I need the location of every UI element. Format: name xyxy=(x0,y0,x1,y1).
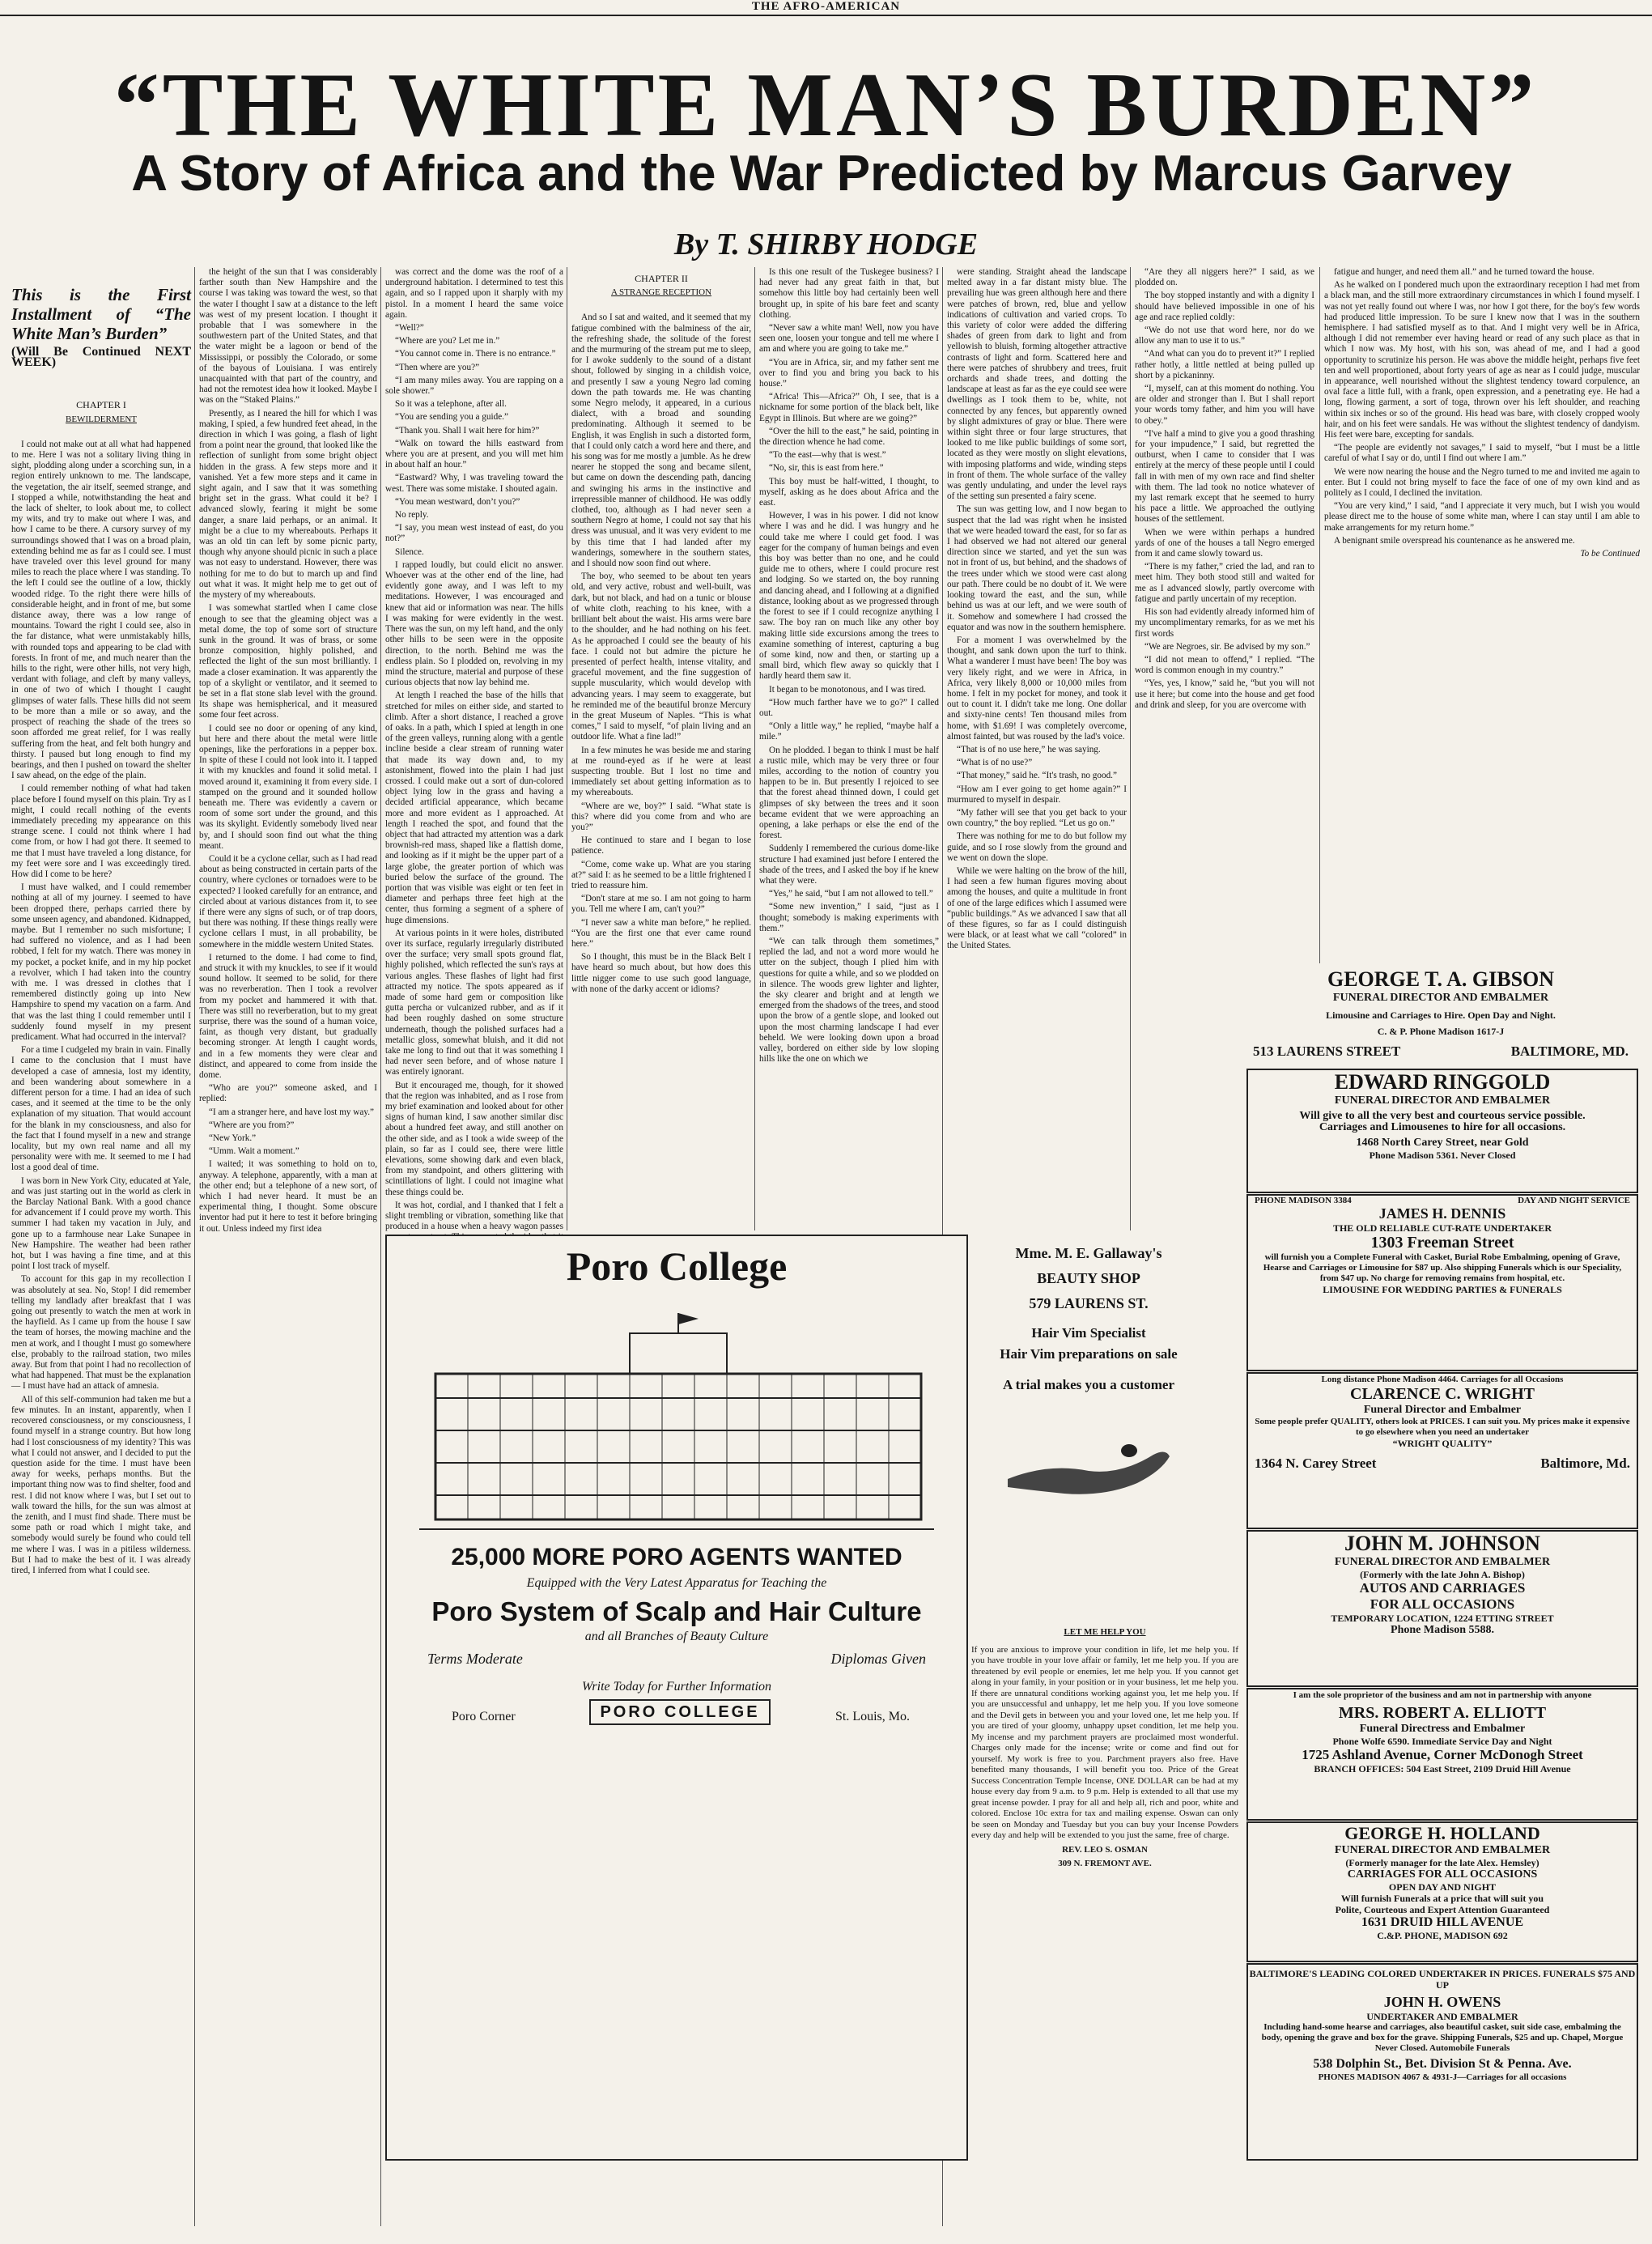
continued-note: (Will Be Continued NEXT WEEK) xyxy=(11,345,191,370)
paragraph: “No, sir, this is east from here.” xyxy=(769,463,884,474)
subhead: A Story of Africa and the War Predicted by Marcus Garvey xyxy=(131,146,1512,202)
paragraph: Is this one result of the Tuskegee business? I had never had any great faith in that, but somehow this little boy had certainly been well brought up, in spite of his bare feet and scanty clothing. xyxy=(759,267,939,320)
paragraph: I returned to the dome. I had come to find, and struck it with my knuckles, to see if it would sound hollow. It seemed to be solid, for there was no reverberation. Then I took a revolver from my pocket and hammered it with that. There was still no reverberation, but to my great surprise, there was the sound of a human voice, faint, as though very distant, but gradually becoming stronger. At length I caught words, and in a few moments they were clear and distinct, and appeared to come from inside the dome. xyxy=(199,952,377,1081)
paragraph: “Well?” xyxy=(395,323,424,334)
ad-line: Carriages and Limousenes to hire for all occasions. xyxy=(1319,1121,1566,1133)
hand-icon xyxy=(1000,1406,1178,1503)
paragraph: I could not make out at all what had happened to me. Here I was not a solitary living thing in sight, plodding along under a scorching sun, in a region entirely unknown to me. The landscape, the vegetation, the air itself, seemed strange, and I stopped a while, notwithstanding the heat and the lack of shelter, to look about me, to collect my wits, and try to make out where I was, and how I came to be there. A cursory survey of my surroundings showed that I was on a broad plain, extending behind me as far as I could see. I must have traveled over this level ground for many miles to reach the place where I was standing. To the left I could see the outline of a low, thickly wooded ridge. To the right there were hills of considerable height, and in front of me, but some distance away, there was a low range of mountains. Toward the right I could see, also in the far distance, what were unmistakably hills, with rounded tops and appearing to be clad with forests. In front of me, and much nearer than the hills to the right, were other hills, not very high, verdant with foliage, and cleft by many valleys, in one of two of which I thought I caught glimpses of water falls. These hills did not seem to be more than a mile or so away, and the prospect of reaching the shade of the trees so soon afforded me great relief, for I was really suffering from the heat, and felt both hungry and thirsty. I paused but long enough to find my bearings, and then I pushed on toward the shelter I saw ahead, on the edge of the plain. xyxy=(11,439,191,781)
paragraph: A benignant smile overspread his countenance as he answered me. xyxy=(1334,535,1575,546)
ad-line: “WRIGHT QUALITY” xyxy=(1392,1438,1493,1449)
paragraph: And so I sat and waited, and it seemed that my fatigue combined with the balminess of the air, the refreshing shade, the solitude of the forest and the murmuring of the stream put me to sleep, for I awoke suddenly to the sound of a distant shout, followed by singing in a childish voice, and presently I saw a young Negro lad coming down the path towards me. He was chanting some Negro melody, it appeared, in a curious dialect, with a broad and sounding predominating. Although it seemed to be English, it was English in such a distorted form, that I could only catch a word here and there, and his song was for me mostly a jumble. As he drew nearer he stopped the song and became silent, but came on down the descending path, dancing and swinging his arms in the instinctive and irrepressible manner of childhood. He was oddly clothed, too, although as I had never seen a southern Negro at home, I could not say that his dress was unusual, and it was very evident to me by this time that I had landed after my wanderings, somewhere in the southern states, and I should now soon find out where. xyxy=(571,312,751,569)
paragraph: “And what can you do to prevent it?” I replied rather hotly, a little nettled at being pulled up short by a pickaninny. xyxy=(1135,349,1314,380)
paragraph: “To the east—why that is west.” xyxy=(769,450,886,461)
column-rule xyxy=(194,267,195,2226)
ad-name: CLARENCE C. WRIGHT xyxy=(1350,1385,1535,1403)
paragraph: As he walked on I pondered much upon the extraordinary reception I had met from a black man, and the still more extraordinary circumstances in which I found myself. I was not yet really found out where I was, nor how I got there, for the boy's few words had produced little impression. To be sure I knew now that I was in the southern hemisphere. I had satisfied myself as to that. And I might very well be in Africa, although I did not remember ever having heard or read of any such place as that in which I now was. My host, with his son, was ahead of me, and I had a good opportunity to scrutinize his person. He was above the middle height, perhaps five feet ten and well proportioned, about forty years of age as near as I could judge, muscular in appearance, well nourished without the slightest tendency toward corpulence, an oval face a little full, with a frank, open expression, and a penetrating eye. He had a long, flowing garment, a sort of toga, thrown over his left shoulder, and reaching within six inches or so of the ground. His head was bare, with closely cropped wooly hair, and on his feet were sandals. He was without the slightest tendency of dandyism. His feet were bare, excepting for sandals. xyxy=(1324,280,1640,440)
paragraph: “Then where are you?” xyxy=(395,362,480,372)
ad-line: BRANCH OFFICES: 504 East Street, 2109 Druid Hill Avenue xyxy=(1314,1763,1571,1774)
paragraph: “I've half a mind to give you a good thrashing for your impudence,” I said, but regretted the outburst, when I came to consider that I was entirely at the mercy of these people until I could fall in with men of my own race and find shelter with them. The lad took no notice whatever of my last remark except that he seemed to hurry his pace a little. We approached the outlying houses of the settlement. xyxy=(1135,428,1314,525)
poro-logo: PORO COLLEGE xyxy=(589,1699,771,1725)
paragraph: “Where are you from?” xyxy=(209,1120,295,1130)
paragraph: In a few minutes he was beside me and staring at me round-eyed as if he were at least suspecting trouble. But I lost no time and immediately set about getting information as to my whereabouts. xyxy=(571,745,751,798)
paragraph: “Who are you?” someone asked, and I replied: xyxy=(199,1083,377,1104)
paragraph: “New York.” xyxy=(209,1133,257,1144)
ad-line: Funeral Director and Embalmer xyxy=(1363,1404,1522,1416)
ad-line: (Formerly with the late John A. Bishop) xyxy=(1360,1569,1525,1580)
paragraph: “Where are you? Let me in.” xyxy=(395,336,500,346)
paragraph: “Some new invention,” I said, “just as I thought; somebody is making experiments with them.” xyxy=(759,902,939,933)
let-me-help-title: LET ME HELP YOU xyxy=(1064,1627,1146,1637)
paragraph: I must have walked, and I could remember nothing at all of my journey. I seemed to have been dropped there, perhaps carried there by some unseen agency, and abandoned. Kidnapped, maybe. But I remember no such misfortune; I had suffered no violence, and as I had been robbed, I felt for my watch. There was money in my pocket, a pocket knife, and in my hip pocket a revolver, which I had taken into the country with me. I was dressed in clothes that I remembered distinctly going up into New Hampshire to spend my vacation on a farm. And that was the last thing I could remember until I suddenly found myself in my present predicament. What had occurred in the interval? xyxy=(11,882,191,1042)
ad-phone: PHONE MADISON 3384 xyxy=(1255,1196,1352,1205)
poro-branches-text: and all Branches of Beauty Culture xyxy=(584,1630,769,1643)
paragraph: “Walk on toward the hills eastward from where you are at present, and you will met him in about half an hour.” xyxy=(385,438,563,470)
paragraph: “I am many miles away. You are rapping on a sole shower.” xyxy=(385,375,563,397)
paragraph: “Come, come wake up. What are you staring at?” said I: as he seemed to be a little frightened I tried to reassure him. xyxy=(571,859,751,890)
ad-line: AUTOS AND CARRIAGES xyxy=(1359,1580,1526,1596)
paragraph: No reply. xyxy=(395,510,429,521)
paragraph: “What is of no use?” xyxy=(957,758,1033,768)
paragraph: “I say, you mean west instead of east, do you not?” xyxy=(385,523,563,544)
paragraph: So I thought, this must be in the Black Belt I have heard so much about, but how does this little nigger come to use such good language, with none of the darky accent or idioms? xyxy=(571,952,751,994)
paragraph: “Yes,” he said, “but I am not allowed to tell.” xyxy=(769,889,933,899)
ad-city: BALTIMORE, MD. xyxy=(1510,1043,1629,1059)
paragraph: was correct and the dome was the roof of a underground habitation. I determined to test this again, and so I rapped upon it sharply with my pistol. In a moment I heard the same voice again. xyxy=(385,267,563,320)
ad-line: Funeral Directress and Embalmer xyxy=(1359,1723,1526,1735)
ad-line: 1303 Freeman Street xyxy=(1370,1234,1514,1252)
poro-college-building-illustration xyxy=(419,1309,934,1536)
ad-line: UNDERTAKER AND EMBALMER xyxy=(1366,2011,1518,2022)
ad-line: 1725 Ashland Avenue, Corner McDonogh Street xyxy=(1302,1747,1583,1762)
beauty-shop-specialty: Hair Vim Specialist xyxy=(1031,1325,1146,1341)
paragraph: “We can talk through them sometimes,” replied the lad, and not a word more would he utter on the subject, though I plied him with questions for quite a while, and so we plodded on in silence. The woods grew lighter and lighter, the sky clearer and bright and at length we emerged from the shadows of the trees, and stood upon the brow of a gentle slope, and looked out upon the most charming landscape I had ever beheld. We were looking down upon a broad valley, bordered on either side by low sloping hills like the one on which we xyxy=(759,936,939,1065)
beauty-shop-preparations: Hair Vim preparations on sale xyxy=(1000,1346,1178,1362)
paragraph: “Only a little way,” he replied, “maybe half a mile.” xyxy=(759,721,939,742)
paragraph: But it encouraged me, though, for it showed that the region was inhabited, and as I rose from my brief examination and looked about for other signs of human kind, I saw another similar disc about a hundred feet away, and still another on the other side, and as I took a wide sweep of the plain, so far as I could see, there were little elevations, some showing dark and even black, from my standpoint, and others glittering with scintillations of light. I could not imagine what these things could be. xyxy=(385,1080,563,1197)
paragraph: To be Continued xyxy=(1580,549,1640,559)
paragraph: “Yes, yes, I know,” said he, “but you will not use it here; but come into the house and get food and drink and sleep, for you are overcome with xyxy=(1135,678,1314,710)
ad-name: EDWARD RINGGOLD xyxy=(1334,1070,1551,1094)
paragraph: On he plodded. I began to think I must be half a rustic mile, which may be very three or four miles, according to the notion of country you happen to be in. But presently I rejoiced to see that the forest ahead thinned down, I could get glimpses of sky between the trees and it soon became evident that we were approaching an opening, a lake perhaps or else the end of the forest. xyxy=(759,745,939,841)
ad-line: FUNERAL DIRECTOR AND EMBALMER xyxy=(1334,1556,1551,1568)
let-me-help-address: 309 N. FREMONT AVE. xyxy=(1058,1859,1152,1868)
paragraph: “Where are we, boy?” I said. “What state is this? where did you come from and who are you?” xyxy=(571,801,751,832)
paragraph: “Over the hill to the east,” he said, pointing in the direction whence he had come. xyxy=(759,426,939,448)
ad-line: CARRIAGES FOR ALL OCCASIONS xyxy=(1347,1868,1538,1881)
poro-terms: Terms Moderate xyxy=(427,1651,523,1667)
paragraph: were standing. Straight ahead the landscape melted away in a far distant misty blue. The prevailing hue was green although here and there were patches of brown, red, blue and yellow indications of cultivation and varied crops. To this variety of color were added the differing shades of green from dark to light and from yellowish to bluish, forming altogether attractive contrasts of light and form. Scattered here and there were patches of shrubbery and trees, fruit orchards and shade trees, and dotting the landscape at least as far as the eye could see were dwellings as I took them to be, white, not connected by any fences, but apparently owned by slight admixtures of gray or blue. There were within sight three or four large structures, that looked to me like public buildings of some sort, located as they were mostly on slight elevations, with imposing platforms and wide, winding steps in front of them. The whole surface of the valley was gently undulating, and under the level rays of the setting sun presented a fairy scene. xyxy=(947,267,1127,502)
ad-line: 538 Dolphin St., Bet. Division St & Penna. Ave. xyxy=(1313,2057,1572,2071)
paragraph: So it was a telephone, after all. xyxy=(395,399,507,410)
ad-name: GEORGE H. HOLLAND xyxy=(1344,1823,1540,1843)
ad-line: C. & P. Phone Madison 1617-J xyxy=(1377,1026,1505,1037)
column-rule xyxy=(754,267,755,1230)
paragraph: Silence. xyxy=(395,546,424,557)
poro-agents-wanted: 25,000 MORE PORO AGENTS WANTED xyxy=(451,1544,902,1570)
elliott-ad xyxy=(1246,1688,1638,1821)
paragraph: This boy must be half-witted, I thought, to myself, asking as he does about Africa and the east. xyxy=(759,476,939,508)
paragraph: When we were within perhaps a hundred yards of one of the houses a tall Negro emerged from it and came slowly toward us. xyxy=(1135,527,1314,559)
ad-line: Phone Madison 5361. Never Closed xyxy=(1369,1150,1516,1161)
ad-name: JOHN M. JOHNSON xyxy=(1344,1532,1540,1555)
ad-name: JOHN H. OWENS xyxy=(1383,1994,1501,2010)
chapter-1-heading: CHAPTER I xyxy=(76,399,126,411)
ad-name: MRS. ROBERT A. ELLIOTT xyxy=(1338,1704,1547,1722)
byline: By T. SHIRBY HODGE xyxy=(673,227,979,261)
wright-ad xyxy=(1246,1372,1638,1529)
paragraph: “We do not use that word here, nor do we allow any man to use it to us.” xyxy=(1135,325,1314,346)
paragraph: The boy stopped instantly and with a dignity I should have believed impossible in one of his age and race replied coldly: xyxy=(1135,291,1314,322)
column-8 xyxy=(1324,267,1640,963)
ringgold-ad xyxy=(1246,1069,1638,1193)
poro-title: Poro College xyxy=(566,1243,788,1289)
column-5 xyxy=(759,267,939,1230)
owens-ad xyxy=(1246,1963,1638,2161)
ad-top-line: I am the sole proprietor of the business and am not in partnership with anyone xyxy=(1293,1690,1592,1700)
ad-line: FUNERAL DIRECTOR AND EMBALMER xyxy=(1334,1844,1551,1856)
headline: “THE WHITE MAN’S BURDEN” xyxy=(113,55,1538,155)
paragraph: It was hot, cordial, and I thanked that I felt a slight trembling or vibration, something like that produced in a house when a heavy wagon passes xyxy=(385,1200,563,1232)
paragraph: “Eastward? Why, I was traveling toward the west. There was some mistake. I shouted again. xyxy=(385,473,563,494)
poro-diplomas: Diplomas Given xyxy=(830,1651,926,1667)
paragraph: “You are in Africa, sir, and my father sent me over to find you and bring you back to his house.” xyxy=(759,357,939,389)
paragraph: “Never saw a white man! Well, now you have seen one, loosen your tongue and tell me where I am and where you are going to take me.” xyxy=(759,323,939,355)
ad-line: Some people prefer QUALITY, others look at PRICES. I can suit you. My prices make it expensive to go elsewhere when you need an undertaker xyxy=(1255,1417,1630,1437)
paragraph: While we were halting on the brow of the hill, I had seen a few human figures moving about among the houses, and quite a multitude in front of one of the large edifices which I assumed were “public buildings.” As we advanced I saw that all of these figures, so far as I could distinguish were black, or at least what we call “colored” in the United States. xyxy=(947,865,1127,951)
paragraph: “Don't stare at me so. I am not going to harm you. Tell me where I am, can't you?” xyxy=(571,894,751,915)
paragraph: Presently, as I neared the hill for which I was making, I spied, a few hundred feet ahead, in the direction in which I was going, a flash of light from a point near the ground, that looked like the reflection of sunlight from some bright object hidden in the grass. A few steps more and it vanished. Yet a few more steps and it came in sight again, and I saw that it was something bright set in the grass. What could it be? I advanced slowly, fearing it might be some danger, a snare laid perhaps, or an animal. It might be a clue to my whereabouts. Perhaps it was an old tin can left by some picnic party, though why anyone should picnic in such a place was not easy to understand. However, there was nothing for me to do but to march up and find out what it was. It might help me to get out of the mystery of my whereabouts. xyxy=(199,408,377,601)
ad-line: FUNERAL DIRECTOR AND EMBALMER xyxy=(1334,1094,1551,1107)
paragraph: “Thank you. Shall I wait here for him?” xyxy=(395,425,540,436)
paragraph: “Are they all niggers here?” I said, as we plodded on. xyxy=(1135,267,1314,288)
ad-line: Phone Wolfe 6590. Immediate Service Day and Night xyxy=(1332,1736,1552,1747)
paragraph: The sun was getting low, and I now began to suspect that the lad was right when he insisted that we were headed toward the east, for so far as I had observed we had not altered our general direction since we started, and yet the sun was not in front of us, but behind, and the shadows of the trees under which we stood were cast along our path. There could be no doubt of it. We were looking toward the east, and the sun, while behind us was at our left, and we were south of it. Somehow and somewhere I had crossed the equator and was now in the southern hemisphere. xyxy=(947,504,1127,632)
ad-line: Phone Madison 5588. xyxy=(1391,1624,1494,1636)
poro-system-heading: Poro System of Scalp and Hair Culture xyxy=(431,1596,922,1626)
paragraph: The boy, who seemed to be about ten years old, and very active, robust and well-built, was dark, but not black, and had on a tunic or blouse of white cloth, reaching to his knee, with a brilliant belt about the waist. His arms were bare to the shoulder, and he had nothing on his feet. As he approached I could see the beauty of his face. I could not but admire the picture he presented of perfect health, intense vitality, and graceful movement, and the fine suggestion of supple muscularity, which would develop with advancing years. I may seem to exaggerate, but he reminded me of the beautiful bronze Mercury in the great Museum of Naples. “This is what comes,” I said to myself, “of plain living and an outdoor life. What a fine lad!” xyxy=(571,572,751,742)
paragraph: However, I was in his power. I did not know where I was and he did. I was hungry and he could take me where I could get food. I was eager for the company of human beings and even this boy was better than no one, and he could guide me to others, where I could procure rest and lodging. So we started on, the boy running and dancing ahead, and I following at a dignified distance, looking about as we progressed through the forest to see if I could recognize anything I saw. The boy ran on much like any other boy making little side excursions among the trees to examine something of interest, capturing a bug of some kind, now and then, or starting up a small bird, which flew away so quickly that I hardly heard them saw it. xyxy=(759,511,939,682)
ad-line: Will furnish Funerals at a price that will suit you xyxy=(1340,1893,1544,1904)
poro-equipped-text: Equipped with the Very Latest Apparatus for Teaching the xyxy=(526,1576,827,1590)
paragraph: We were now nearing the house and the Negro turned to me and invited me again to enter. But I could not bring myself to face the face of one of my own kind and as politely as I could, I declined the invitation. xyxy=(1324,466,1640,499)
paragraph: I was born in New York City, educated at Yale, and was just starting out in the world as clerk in the Barclay National Bank. With a good chance for advancement if I could prove my worth. This summer I had taken my vacation in July, and gone up to a farmhouse near Lake Sunapee in New Hampshire. The weather had been rather hot, but I was having a fine time, and at this point I lost track of myself. xyxy=(11,1175,191,1272)
paragraph: “That is of no use here,” he was saying. xyxy=(957,744,1101,754)
ad-line: THE OLD RELIABLE CUT-RATE UNDERTAKER xyxy=(1332,1222,1552,1234)
ad-line: PHONES MADISON 4067 & 4931-J—Carriages for all occasions xyxy=(1318,2072,1567,2082)
paragraph: All of this self-communion had taken me but a few minutes. In an instant, apparently, when I recovered consciousness, or my consciousness, I found myself in a strange country. But how long had I lost consciousness of my identity? This was what I could not answer, and I decided to put the question aside for the time. I must have been away for weeks, perhaps months. But the important thing now was to find shelter, food and rest. I did not know where I was, but I set out to walk toward the hills, for the sun was almost at the zenith, and I must find shade. There must be some path or road which I might take, and somebody would surely be found who could tell me where I was. I was in a pitiless wilderness. But I had to make the best of it. I was already tired, I inferred from what I could see. xyxy=(11,1394,191,1575)
chapter-2-title: A STRANGE RECEPTION xyxy=(610,287,712,298)
holland-ad xyxy=(1246,1821,1638,1962)
ad-line: Limousine and Carriages to Hire. Open Day and Night. xyxy=(1326,1009,1556,1021)
let-me-help-body: If you are anxious to improve your condition in life, let me help you. If you have trouble in your love affair or family, let me help you. If you are threatened by evil people or enemies, let me help you. If you cannot get along in your family, in your position or in your business, let me help you. If there are unnatural conditions working against you, let me help you. If you are unsuccessful and unhappy, let me help you. If you love someone and the Devil gets in between you and your loved one, let me help you. If you are tired of your gloomy, unhappy upset condition, let me help you. My incense and my parchment prayers are proclaimed most wonderful. Charges only made for the incense; write or come and find out for yourself. My work is free to you. Parchment prayers also free. Have benefited many thousands, I will benefit you too. Price of the Great Success Concentration Temple Incense, ONE DOLLAR can be had at my house every day from 9 a.m. to 9 p.m. Help is extended to all that use my great incense powder. I pray for all and help all, rich and poor, white and colored. Enclose 10c extra for tax and mailing expense. Oswan can only be seen on Monday and Tuesday but you can buy your Incense Powders every day and help will be extended to you just the same, free of charge. xyxy=(971,1644,1238,1840)
column-3 xyxy=(385,267,563,1230)
ad-line: FUNERAL DIRECTOR AND EMBALMER xyxy=(1332,992,1549,1004)
let-me-help-ad xyxy=(971,1627,1238,1870)
paragraph: “Africa! This—Africa?” Oh, I see, that is a nickname for some portion of the black belt, like Egypt in Illinois. But where are we going?” xyxy=(759,392,939,423)
paragraph: I could remember nothing of what had taken place before I found myself on this plain. Try as I might, I could recall nothing of the events immediately preceding my appearance on this strange scene. I could not think where I had come from, or how I had got there. It seemed to me that I must have traveled a long distance, for my feet were sore and I was exceedingly tired. How did I come to be here? xyxy=(11,784,191,879)
column-1 xyxy=(11,267,191,2226)
paragraph: Suddenly I remembered the curious dome-like structure I had examined just before I entered the shade of the trees, and I asked the boy if he knew what they were. xyxy=(759,844,939,886)
ad-line: 1631 DRUID HILL AVENUE xyxy=(1361,1915,1524,1929)
beauty-shop-name: BEAUTY SHOP xyxy=(1037,1270,1140,1286)
poro-write-today: Write Today for Further Information xyxy=(581,1680,772,1694)
ad-line: OPEN DAY AND NIGHT xyxy=(1388,1881,1497,1893)
paragraph: the height of the sun that I was considerably farther south than New Hampshire and the course I was taking was toward the west, so that the water I thought I saw at a distance to the left was west of my present location. I thought it probable that I was somewhere in the southwestern part of the United States, and that the water might be a lagoon or bend of the Mississippi, or possibly the Colorado, or some of the bayous of Louisiana. I was entirely unacquainted with that part of the country, and had not the remotest idea how it looked. Maybe I was on the “Staked Plains.” xyxy=(199,267,377,406)
beauty-shop-ad xyxy=(971,1240,1206,1556)
paragraph: “My father will see that you get back to your own country,” the boy replied. “Let us go on.” xyxy=(947,807,1127,829)
ad-top-line: BALTIMORE'S LEADING COLORED UNDERTAKER IN PRICES. FUNERALS $75 AND UP xyxy=(1249,1968,1636,1991)
gibson-ad xyxy=(1246,967,1635,1065)
ad-line: Including hand-some hearse and carriages, also beautiful casket, suit side case, embalming the body, opening the grave and box for the grave. Shipping Funerals, $25 and up. Chapel, Morgue Never Closed. Automobile Funerals xyxy=(1261,2022,1624,2053)
johnson-ad xyxy=(1246,1530,1638,1687)
paragraph: For a time I cudgeled my brain in vain. Finally I came to the conclusion that I must have developed a case of amnesia, lost my identity, and been wandering about somewhere in a different person for a time. I had an idea of such cases, and it seemed at the time to be the only explanation of my situation. That would account for the blank in my consciousness, and also for the fact that I found myself in a new and strange locality, but my own real name and all my personality were with me. It seemed to me I had lost a good deal of time. xyxy=(11,1045,191,1173)
paragraph: “How am I ever going to get home again?” I murmured to myself in despair. xyxy=(947,784,1127,805)
ad-line: Polite, Courteous and Expert Attention Guaranteed xyxy=(1335,1904,1550,1915)
paragraph: He continued to stare and I began to lose patience. xyxy=(571,835,751,856)
ad-name: GEORGE T. A. GIBSON xyxy=(1327,967,1555,991)
ad-line: will furnish you a Complete Funeral with Casket, Burial Robe Embalming, opening of Grave, Hearse and Carriages or Limousine for $87 up. Also shipping Funerals which is our Speciality, from $47 up. No charge for removing remains from hospital, etc. xyxy=(1263,1252,1622,1283)
paragraph: For a moment I was overwhelmed by the thought, and sank down upon the turf to think. What a wanderer I must have been! The boy was very likely right, and we were in Africa, in Africa, very likely 8,000 or 10,000 miles from home. I felt in my pocket for money, and took it out to count it. I didn't take me long. One dollar and sixty-nine cents! Ten thousand miles from home, with $1.69! I was completely overcome, almost fainted, but was roused by the lad's voice. xyxy=(947,635,1127,742)
paragraph: “There is my father,” cried the lad, and ran to meet him. They both stood still and waited for me as I advanced slowly, partly overcome with fatigue and partly uncertain of my reception. xyxy=(1135,562,1314,604)
paragraph: I rapped loudly, but could elicit no answer. Whoever was at the other end of the line, had evidently gone away, and I was left to my meditations. However, I was encouraged and knew that aid or information was near. The hills I was making for were evidently in the west. There was the sun, on my left hand, and the only other hills to be seen were in the opposite direction, to the north. Behind me was the endless plain. So I plodded on, revolving in my mind the structure, material and purpose of these curious objects that now lay behind me. xyxy=(385,559,563,688)
ad-address: 1364 N. Carey Street xyxy=(1255,1456,1377,1471)
ad-line: LIMOUSINE FOR WEDDING PARTIES & FUNERALS xyxy=(1323,1284,1562,1295)
ad-line: FOR ALL OCCASIONS xyxy=(1370,1596,1515,1612)
column-4 xyxy=(571,267,751,1230)
paragraph: “You mean westward, don’t you?” xyxy=(395,496,520,507)
paragraph: It began to be monotonous, and I was tired. xyxy=(769,684,926,695)
paragraph: “I did not mean to offend,” I replied. “The word is common enough in my country.” xyxy=(1135,654,1314,676)
paragraph: Could it be a cyclone cellar, such as I had read about as being constructed in certain parts of the country, where cyclones or tornadoes were to be expected? I looked carefully for an entrance, and circled about at various distances from it, to see if there were any signs of such, or of trap doors, but there was nothing. If these things really were cyclone cellars I must, in all probability, be somewhere in the middle western United States. xyxy=(199,853,377,950)
poro-city: St. Louis, Mo. xyxy=(834,1710,910,1723)
paragraph: “How much farther have we to go?” I called out. xyxy=(759,697,939,718)
paragraph: I waited; it was something to hold on to, anyway. A telephone, apparently, with a man at the other end; but a telephone of a new sort, of which I had never heard. It must be an experimental thing, I thought. Some obscure inventor had put it here to test it before bringing it out. Unless indeed my first idea xyxy=(199,1159,377,1234)
ad-line: TEMPORARY LOCATION, 1224 ETTING STREET xyxy=(1331,1613,1554,1624)
paragraph: At various points in it were holes, distributed over its surface, regularly irregularly distributed over the surface; very small spots ground flat, highly polished, which reflected the sun's rays at various angles. These flashes of light had first attracted my notice. The spots appeared as if made of some hard gem or composition like gutta percha or vulcanized rubber, and as if it had been roughly dashed on some structure underneath, though the polished surfaces had a metallic gloss, somewhat bluish, and it did not take me long to find out that it was something I had never seen before, and of whose nature I was entirely ignorant. xyxy=(385,928,563,1077)
beauty-shop-address: 579 LAURENS ST. xyxy=(1029,1295,1149,1311)
ad-line: 1468 North Carey Street, near Gold xyxy=(1356,1137,1529,1149)
chapter-2-heading: CHAPTER II xyxy=(635,273,688,284)
ad-city: Baltimore, Md. xyxy=(1540,1456,1630,1471)
beauty-shop-owner: Mme. M. E. Gallaway's xyxy=(1015,1245,1162,1261)
poro-corner: Poro Corner xyxy=(452,1710,516,1723)
paragraph: There was nothing for me to do but follow my guide, and so I rose slowly from the ground and we went on down the slope. xyxy=(947,831,1127,863)
paragraph: His son had evidently already informed him of my uncomplimentary remarks, for as we met his first words xyxy=(1135,607,1314,639)
ad-name: JAMES H. DENNIS xyxy=(1378,1205,1506,1222)
paragraph: “You are very kind,” I said, “and I appreciate it very much, but I wish you would please direct me to the house of some white man, where I can stay until I am able to make arrangements for my return home.” xyxy=(1324,501,1640,533)
paragraph: “Umm. Wait a moment.” xyxy=(209,1146,299,1157)
ad-line: (Formerly manager for the late Alex. Hemsley) xyxy=(1345,1857,1539,1868)
paragraph: At length I reached the base of the hills that stretched for miles on either side, and started to climb. After a short distance, I reached a grove of oaks. In a path, which I spied at length in one of the green valleys, running along with a gentle incline beside a clear stream of running water that made its way down and, to my astonishment, flowed into the plain I had just crossed. I could make out a sort of dun-colored object lying low in the grass and having a decided artificial appearance, which became more and more evident as I approached. At length I reached the spot, and found that the object that had attracted my attention was a dark brownish-red mass, shaped like a flattish dome, and looking as if it might be the upper part of a large globe, the greater portion of which was buried below the surface of the ground. The portion that was visible was eight or ten feet in diameter and perhaps three feet high at the center, thus forming a segment of a sphere of huge dimensions. xyxy=(385,691,563,925)
chapter-1-title: BEWILDERMENT xyxy=(66,414,137,424)
let-me-help-signature: REV. LEO S. OSMAN xyxy=(1062,1844,1148,1855)
column-rule xyxy=(1130,267,1131,1230)
paragraph: I was somewhat startled when I came close enough to see that the gleaming object was a metal dome, the top of some sort of structure sunk in the ground. It was of brass, or some bronze composition, highly polished, and reflected the light of the sun most brilliantly. I made a closer examination. It was apparently the top of a skylight or ventilator, and it seemed to be set in a flat stone slab level with the ground. Its shape was hemispherical, and it measured some four feet across. xyxy=(199,603,377,720)
paragraph: “The people are evidently not savages,” I said to myself, “but I must be a little careful of what I say or do, until I find out where I am.” xyxy=(1324,443,1640,464)
ad-top-line: Long distance Phone Madison 4464. Carriages for all Occasions xyxy=(1321,1375,1564,1384)
column-2 xyxy=(199,267,377,2226)
poro-college-ad xyxy=(385,1235,968,2161)
installment-note: This is the First Installment of “The White Man’s Burden” xyxy=(11,285,191,343)
dennis-ad xyxy=(1246,1194,1638,1371)
paragraph: “You are sending you a guide.” xyxy=(395,412,508,423)
column-7 xyxy=(1135,267,1314,963)
paragraph: I could see no door or opening of any kind, but here and there about the metal were little openings, like the perforations in a pepper box. In spite of these I could not look into it. I tapped it with my knuckles and found it solid metal. I moved around it, examining it from every side. I stamped on the ground and it sounded hollow beneath me. There was evidently a cavern or room of some sort under the ground, and this was its skylight. Evidently somebody lived near by, and I should soon find out what the thing meant. xyxy=(199,723,377,851)
paragraph: “I, myself, can at this moment do nothing. You are older and stronger than I. But I shall report your words tomy father, and him you will have to obey.” xyxy=(1135,384,1314,426)
column-6 xyxy=(947,267,1127,1230)
column-rule xyxy=(380,267,381,2226)
paragraph: “We are Negroes, sir. Be advised by my son.” xyxy=(1145,641,1310,652)
paragraph: “I never saw a white man before,” he replied. “You are the first one that ever came round here.” xyxy=(571,917,751,949)
paragraph: “That money,” said he. “It's trash, no good.” xyxy=(957,771,1117,781)
ad-address: 513 LAURENS STREET xyxy=(1253,1043,1401,1059)
paragraph: fatigue and hunger, and need them all.” and he turned toward the house. xyxy=(1334,267,1595,277)
ad-line: Will give to all the very best and courteous service possible. xyxy=(1299,1110,1586,1122)
paragraph: To account for this gap in my recollection I was absolutely at sea. No, Stop! I did remember telling my landlady after breakfast that I was going out presently to watch the men at work in the hayfield. As I came up from the house I saw the team of horses, the mowing machine and the men at work, and I thought I must go somewhere else, probably to the railroad station, two miles away. But from that point I had no recollection of what had happened. That must be the explanation — I must have had an attack of amnesia. xyxy=(11,1274,191,1392)
beauty-shop-trial: A trial makes you a customer xyxy=(1002,1377,1174,1392)
ad-line: C.&P. PHONE, MADISON 692 xyxy=(1377,1930,1508,1941)
paragraph: “You cannot come in. There is no entrance.” xyxy=(395,349,556,359)
ad-service: DAY AND NIGHT SERVICE xyxy=(1518,1196,1630,1205)
paragraph: “I am a stranger here, and have lost my way.” xyxy=(209,1107,374,1117)
column-rule xyxy=(1319,267,1320,963)
masthead: THE AFRO-AMERICAN xyxy=(0,0,1652,16)
